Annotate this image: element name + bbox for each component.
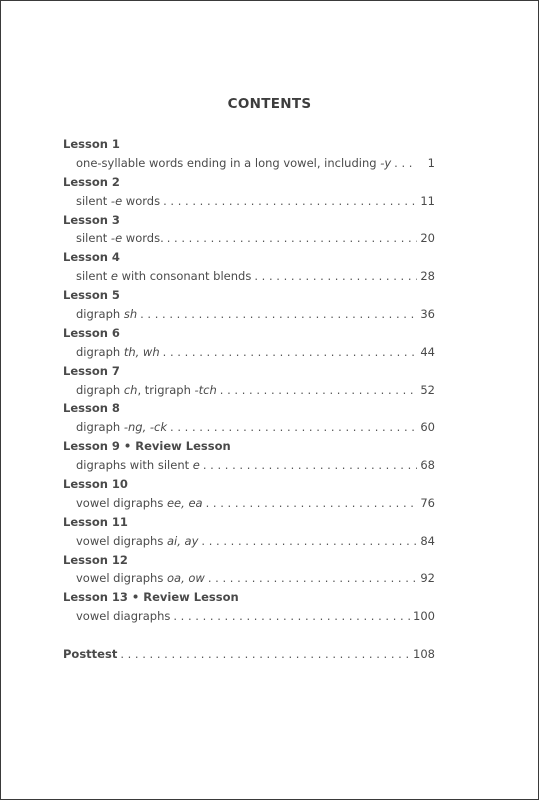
entry-text-part: vowel diagraphs <box>76 609 171 624</box>
page-number: 11 <box>420 193 435 208</box>
lesson-title: Lesson 1 <box>63 137 120 151</box>
page-number: 108 <box>413 647 435 662</box>
toc-entry <box>76 381 435 400</box>
entry-text-part: one-syllable words ending in a long vowel, including <box>76 155 381 170</box>
entry-text <box>76 494 203 513</box>
dot-leader <box>205 569 417 588</box>
lesson-title: Lesson 12 <box>63 552 128 567</box>
entry-text-italic: th, wh <box>123 344 160 359</box>
table-of-contents <box>63 135 435 664</box>
lesson-title: Lesson 5 <box>63 288 120 303</box>
dot-leader <box>137 305 417 324</box>
entry-text-part: vowel digraphs <box>76 495 167 510</box>
entry-text-italic: ee, ea <box>166 495 203 510</box>
toc-entry <box>76 607 435 626</box>
toc-entry <box>76 154 435 173</box>
lesson-title: Lesson 6 <box>63 325 120 340</box>
page-number: 100 <box>413 609 435 624</box>
lesson-title: Lesson 7 <box>63 363 120 378</box>
dot-leader <box>160 192 417 211</box>
entry-text <box>76 381 217 400</box>
dot-leader <box>203 494 417 513</box>
page-number: 36 <box>420 307 435 322</box>
dot-leader <box>170 607 413 626</box>
entry-text <box>76 267 251 286</box>
entry-text-part: vowel digraphs <box>76 571 167 586</box>
entry-text-italic: ai, ay <box>166 533 199 548</box>
dot-leader <box>251 267 417 286</box>
lesson-title: Lesson 8 <box>63 401 120 416</box>
page-title: CONTENTS <box>227 96 312 112</box>
posttest-entry <box>63 645 435 664</box>
lesson-title: Lesson 3 <box>63 212 120 227</box>
entry-text <box>76 607 170 626</box>
entry-text <box>76 343 160 362</box>
dot-leader <box>167 418 417 437</box>
entry-text <box>76 229 164 248</box>
page-number: 84 <box>420 533 435 548</box>
entry-text-italic: -ng, -ck <box>123 420 168 435</box>
lesson-title: Lesson 4 <box>63 250 120 265</box>
dot-leader <box>391 154 417 173</box>
dot-leader <box>198 532 417 551</box>
toc-entry <box>76 192 435 211</box>
entry-text-italic: -e <box>110 193 123 208</box>
page-number: 76 <box>420 495 435 510</box>
lesson-title: Lesson 13 • Review Lesson <box>63 590 239 605</box>
entry-text-part: words <box>122 193 161 208</box>
entry-text-italic: -e <box>110 231 123 246</box>
entry-text-part: digraph <box>76 344 124 359</box>
page-number: 28 <box>420 269 435 284</box>
toc-entry <box>76 305 435 324</box>
entry-text <box>76 569 205 588</box>
entry-text-italic: -tch <box>194 382 217 397</box>
entry-text-part: silent <box>76 269 111 284</box>
entry-text-italic: sh <box>123 307 138 322</box>
entry-text-part: , trigraph <box>137 382 195 397</box>
lesson-title: Lesson 11 <box>63 514 128 529</box>
toc-entry <box>76 418 435 437</box>
toc-entry <box>76 267 435 286</box>
entry-text <box>76 456 200 475</box>
entry-text-part: digraph <box>76 420 124 435</box>
toc-entry <box>76 229 435 248</box>
entry-text-part: digraph <box>76 307 124 322</box>
page-number: 20 <box>420 231 435 246</box>
entry-text-part: digraphs with silent <box>76 458 193 473</box>
toc-entry <box>76 494 435 513</box>
entry-text-italic: oa, ow <box>166 571 205 586</box>
entry-text-part: silent <box>76 231 111 246</box>
dot-leader <box>160 343 417 362</box>
entry-text <box>76 154 391 173</box>
page-number: 60 <box>420 420 435 435</box>
page-number: 1 <box>427 155 435 170</box>
toc-entry <box>76 456 435 475</box>
dot-leader <box>117 645 413 664</box>
entry-text-part: silent <box>76 193 111 208</box>
entry-text <box>76 532 198 551</box>
lesson-title: Lesson 2 <box>63 174 120 189</box>
entry-text-part: digraph <box>76 382 124 397</box>
entry-text <box>76 192 160 211</box>
dot-leader <box>164 229 417 248</box>
dot-leader <box>200 456 417 475</box>
entry-text-italic: e <box>110 269 118 284</box>
toc-entry <box>76 569 435 588</box>
entry-text-part: words. <box>122 231 164 246</box>
entry-text-part: vowel digraphs <box>76 533 167 548</box>
page-number: 92 <box>420 571 435 586</box>
entry-text-part: with consonant blends <box>118 269 252 284</box>
page-number: 68 <box>420 458 435 473</box>
page-number: 52 <box>420 382 435 397</box>
entry-text <box>76 305 137 324</box>
dot-leader <box>217 381 417 400</box>
lesson-title: Lesson 10 <box>63 477 128 492</box>
page-number: 44 <box>420 344 435 359</box>
lesson-title: Lesson 9 • Review Lesson <box>63 439 231 454</box>
posttest-label: Posttest <box>63 647 118 662</box>
entry-text-italic: ch <box>123 382 138 397</box>
toc-entry <box>76 532 435 551</box>
entry-text <box>76 418 167 437</box>
toc-entry <box>76 343 435 362</box>
entry-text-italic: e <box>192 458 200 473</box>
entry-text-italic: -y <box>380 155 392 170</box>
